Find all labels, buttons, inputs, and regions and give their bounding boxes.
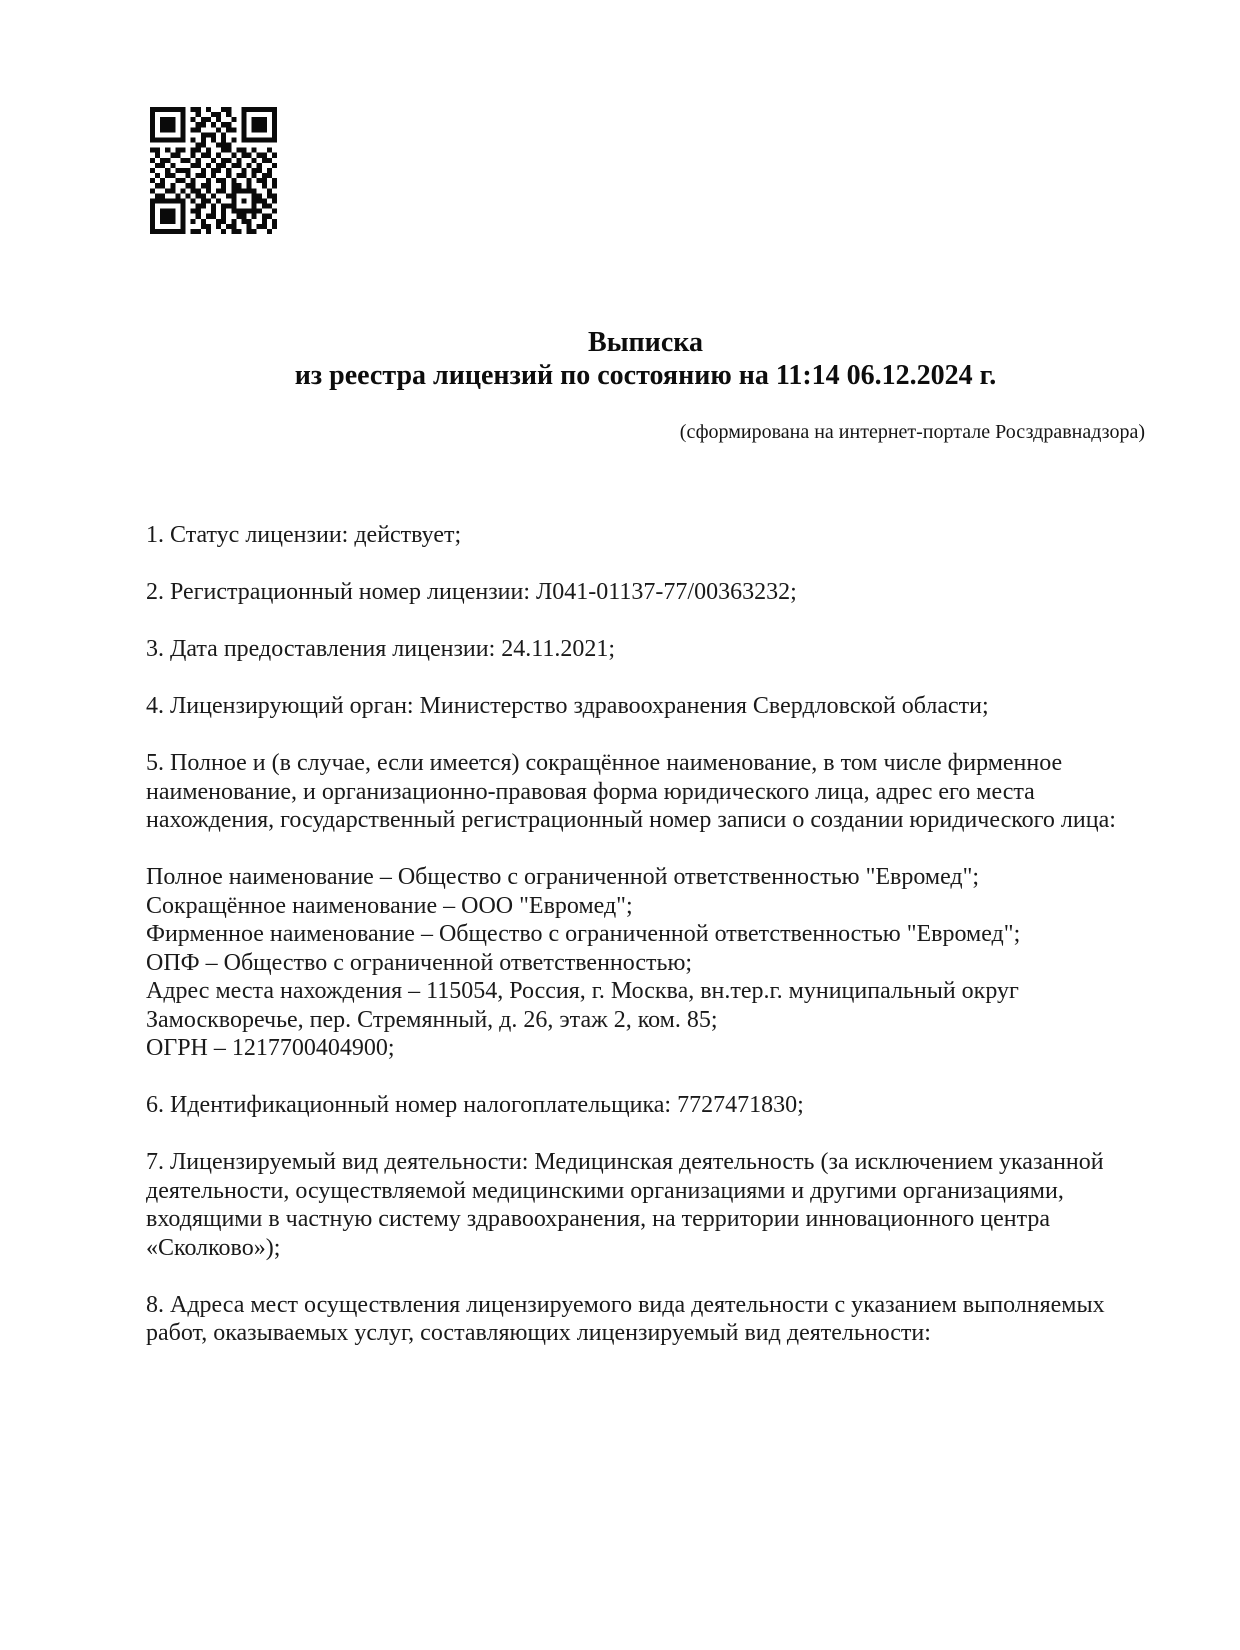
document-title-line1: Выписка	[588, 327, 703, 358]
paragraph	[146, 635, 1145, 664]
paragraph-line: 6. Идентификационный номер налогоплательщика: 7727471830;	[146, 1092, 804, 1118]
paragraph-line: 5. Полное и (в случае, если имеется) сокращённое наименование, в том числе фирменное наименование, и организационно-правовая форма юридического лица, адрес его места нахождения, государственный регистрационный номер записи о создании юридического лица:	[146, 750, 1116, 833]
paragraph-line: Полное наименование – Общество с ограниченной ответственностью "Евромед";	[146, 864, 980, 890]
paragraph-line: Адрес места нахождения – 115054, Россия, г. Москва, вн.тер.г. муниципальный округ Замоскворечье, пер. Стремянный, д. 26, этаж 2, ком. 85;	[146, 978, 1019, 1033]
paragraph	[146, 749, 1145, 835]
paragraph-line: 3. Дата предоставления лицензии: 24.11.2021;	[146, 636, 616, 662]
paragraph-line: ОПФ – Общество с ограниченной ответственностью;	[146, 949, 693, 976]
qr-code-icon	[150, 107, 277, 234]
paragraph	[146, 1091, 1145, 1120]
document-title	[146, 0, 1145, 392]
paragraph	[146, 863, 1145, 1063]
paragraph-line: 7. Лицензируемый вид деятельности: Медицинская деятельность (за исключением указанной деятельности, осуществляемой медицинскими организациями и другими организациями, входящими в частную систему здравоохранения, на территории инновационного центра «Сколково»);	[146, 1149, 1104, 1261]
paragraph	[146, 1148, 1145, 1262]
paragraph	[146, 578, 1145, 607]
paragraph-line: Сокращённое наименование – ООО "Евромед";	[146, 892, 633, 919]
paragraph	[146, 521, 1145, 550]
paragraph-line: 1. Статус лицензии: действует;	[146, 522, 462, 548]
paragraph	[146, 692, 1145, 721]
paragraph-line: ОГРН – 1217700404900;	[146, 1035, 395, 1061]
paragraph-line: 8. Адреса мест осуществления лицензируемого вида деятельности с указанием выполняемых работ, оказываемых услуг, составляющих лицензируемый вид деятельности:	[146, 1291, 1105, 1346]
paragraph-line: Фирменное наименование – Общество с ограниченной ответственностью "Евромед";	[146, 921, 1021, 947]
paragraph-line: 2. Регистрационный номер лицензии: Л041-01137-77/00363232;	[146, 579, 797, 605]
paragraph	[146, 1291, 1145, 1348]
document-title-line2: из реестра лицензий по состоянию на 11:14 06.12.2024 г.	[294, 360, 997, 391]
paragraph-line: 4. Лицензирующий орган: Министерство здравоохранения Свердловской области;	[146, 693, 989, 719]
document-body	[146, 521, 1145, 1348]
formation-note: (сформирована на интернет-портале Росздравнадзора)	[679, 421, 1145, 443]
